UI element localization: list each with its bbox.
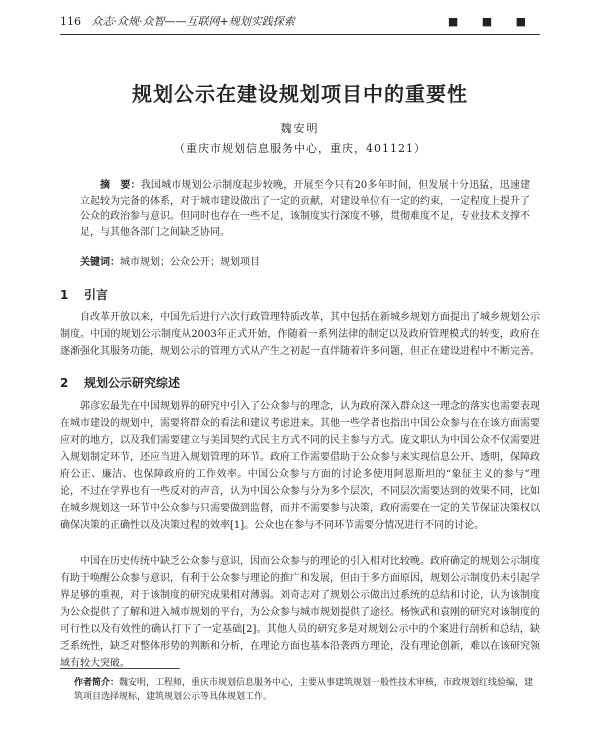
page-number: 116 [60, 15, 81, 28]
author-footnote [74, 676, 534, 704]
abstract-label: 摘 要： [100, 180, 141, 191]
section-number: 1 [60, 288, 69, 302]
author-name: 魏安明 [280, 122, 320, 135]
article-title: 规划公示在建设规划项目中的重要性 [132, 82, 468, 106]
section-number: 2 [60, 376, 69, 390]
section-heading-2 [60, 375, 540, 391]
paragraph: 中国在历史传统中缺乏公众参与意识，因而公众参与的理论的引入相对比较晚。政府确定的规划公示制度有助于唤醒公众参与意识，有利于公众参与理论的推广和发展，但由于多方面原因，规划公示制度仍未引起学界足够的重视，对于该制度的研究成果相对薄弱。刘奇志对了规划公示做出过系统的总结和讨论，认为该制度为公众提供了了解和进入城市规划的平台，为公众参与城市规划提供了途径。杨恢武和袁刚的研究对该制度的可行性以及有效性的确认打下了一定基础[2]。其他人员的研究多是对规划公示中的个案进行剖析和总结，缺乏系统性，缺乏对整体形势的判断和分析，在理论方面也基本沿袭西方理论，没有理论创新，难以在该研究领域有较大突破。 [60, 556, 540, 669]
abstract-text: 我国城市规划公示制度起步较晚，开展至今只有20多年时间，但发展十分迅猛，迅速建立起较为完备的体系，对于城市建设做出了一定的贡献，对建设单位有一定的约束，一定程度上提升了公众的政治参与意识。但同时也存在一些不足，该制度实行深度不够，贯彻难度不足，专业技术支撑不足，与其他各部门之间缺乏协同。 [80, 180, 530, 238]
running-head-title: 众志·众规·众智——互联网+规划实践探索 [91, 15, 295, 28]
section-heading-1 [60, 287, 540, 303]
keywords-label: 关键词： [80, 257, 120, 268]
keywords-text: 城市规划；公众公开；规划项目 [120, 257, 260, 268]
paragraph: 自改革开放以来，中国先后进行六次行政管理特质改革，其中包括在新城乡规划方面提出了城乡规划公示制度。中国的规划公示制度从2003年正式开始，作随着一系列法律的制定以及政府管理模式的转变，政府在逐渐强化其服务功能，规划公示的管理方式从产生之初起一直伴随着许多问题，但正在建设进程中不断完善。 [60, 312, 540, 357]
paragraph: 郭彦宏最先在中国规划界的研究中引入了公众参与的理念，认为政府深入群众这一理念的落实也需要表现在城市建设的规划中，需要将群众的看法和建议考虑进来。其他一些学者也指出中国公众参与在在该方面需要应对的地方，以及我们需要建立与美国契约式民主方式不同的民主参与方式。庞文职认为中国公众不仅需要进入规划制定环节，还应当进入规划管理的环节。政府工作需要借助于公众参与来实现信息公开、透明，保障政府公正、廉洁、也保障政府的工作效率。中国公众参与方面的讨论多使用阿恩斯坦的“象征主义的参与”理论，不过在学界也有一些反对的声音，认为中国公众参与分为多个层次，不同层次需要达到的效果不同，比如在城乡规划这一环节中公众参与只需要做到监督，而并不需要参与决策，政府需要在一定的关节保证决策权以确保决策的正确性以及决策过程的效率[1]。公众也在参与不同环节需要分情况进行不同的讨论。 [60, 401, 540, 531]
footnote-divider [60, 668, 180, 669]
running-header [60, 12, 540, 35]
header-marks: ■ ■ ■ [447, 15, 536, 28]
keywords [80, 256, 530, 270]
section-title: 引言 [84, 288, 109, 302]
author-affiliation: （重庆市规划信息服务中心，重庆，401121） [174, 142, 426, 155]
section-title: 规划公示研究综述 [84, 376, 181, 390]
footnote-text: 魏安明，工程师，重庆市规划信息服务中心，主要从事建筑规划一般性技术审核，市政规划红线验编，建筑项目选择规标，建筑规划公示等具体规划工作。 [74, 678, 534, 702]
footnote-label: 作者简介： [74, 678, 120, 688]
abstract [80, 178, 530, 240]
